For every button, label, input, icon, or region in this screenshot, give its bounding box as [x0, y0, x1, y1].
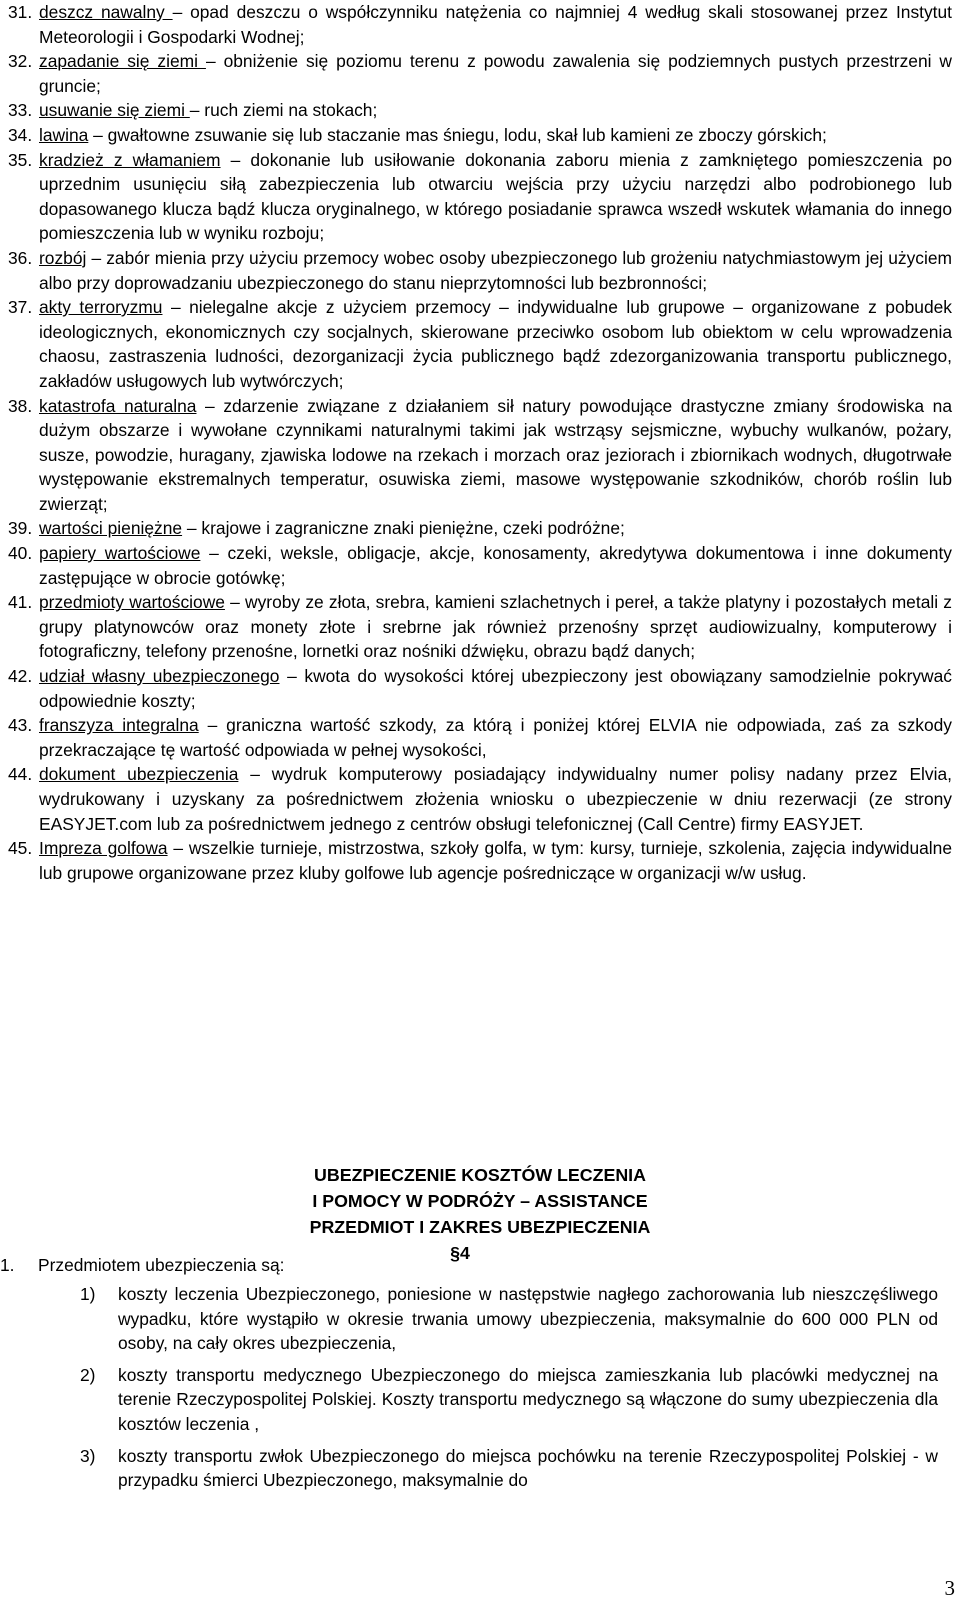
definition-number: 31. [8, 2, 33, 22]
definition-number: 35. [8, 149, 33, 170]
definition-item [8, 836, 952, 885]
definition-text: – obniżenie się poziomu terenu z powodu zawalenia się podziemnych pustych przestrzeni w gruncie; [39, 51, 952, 96]
definition-text: – ruch ziemi na stokach; [189, 100, 378, 121]
definition-term: lawina [39, 124, 89, 145]
definition-term: dokument ubezpieczenia [39, 764, 239, 785]
definition-text: – czeki, weksle, obligacje, akcje, konosamenty, akredytywa dokumentowa i inne dokumenty zastępujące w obrocie gotówkę; [39, 543, 952, 588]
definition-item [8, 123, 952, 148]
definition-item [8, 49, 952, 98]
definition-term: kradzież z włamaniem [39, 149, 221, 170]
coverage-item-text: koszty transportu medycznego Ubezpieczonego do miejsca zamieszkania lub placówki medycznej na terenie Rzeczypospolitej Polskiej. Koszty transportu medycznego są włączone do sumy ubezpieczenia dla kosztów leczenia , [118, 1364, 938, 1434]
definition-item [8, 664, 952, 713]
definition-item [8, 394, 952, 517]
definition-item [8, 98, 952, 123]
definition-term: akty terroryzmu [39, 297, 163, 318]
definition-term: deszcz nawalny [39, 2, 173, 22]
definition-term: zapadanie się ziemi [39, 51, 206, 72]
definition-number: 42. [8, 666, 33, 687]
definition-text: – opad deszczu o współczynniku natężenia co najmniej 4 według skali stosowanej przez Instytut Meteorologii i Gospodarki Wodnej; [39, 2, 953, 47]
definition-term: franszyza integralna [39, 715, 199, 736]
definition-text: – zdarzenie związane z działaniem sił natury powodujące drastyczne zmiany środowiska na dużym obszarze i wywołane czynnikami naturalnymi takimi jak wstrząsy sejsmiczne, wybuchy wulkanów, pożary, susze, powodzie, huragany, zjawiska lodowe na rzekach i morzach oraz jeziorach i zbiornikach wodnych, długotrwałe występowanie ekstremalnych temperatur, osuwiska ziemi, masowe występowanie szkodników, chorób roślin lub zwierząt; [39, 395, 952, 514]
definition-text: – kwota do wysokości której ubezpieczony jest obowiązany samodzielnie pokrywać odpowiednie koszty; [39, 666, 952, 711]
definition-number: 40. [8, 543, 33, 564]
coverage-list [0, 1282, 960, 1500]
definition-text: – wyroby ze złota, srebra, kamieni szlachetnych i pereł, a także platyny i pozostałych metali z grupy platynowców oraz monety złote i srebrne jak również przenośny sprzęt audiowizualny, komputerowy i fotograficzny, telefony przenośne, lornetki oraz nośniki dźwięku, obrazu bądź danych; [39, 592, 952, 662]
definition-text: – wszelkie turnieje, mistrzostwa, szkoły golfa, w tym: kursy, turnieje, szkolenia, zajęcia indywidualne lub grupowe organizowane przez kluby golfowe lub agencje pośredniczące w organizacji w/w usług. [39, 838, 952, 883]
coverage-item-number: 1) [80, 1284, 96, 1304]
definition-item [8, 246, 952, 295]
section-item-text: Przedmiotem ubezpieczenia są: [38, 1255, 285, 1275]
definition-number: 43. [8, 715, 33, 736]
definition-item [8, 762, 952, 836]
definition-item [8, 590, 952, 664]
definition-number: 32. [8, 51, 33, 72]
coverage-item-text: koszty leczenia Ubezpieczonego, poniesione w następstwie nagłego zachorowania lub nieszczęśliwego wypadku, które wystąpiło w okresie trwania umowy ubezpieczenia, maksymalnie do 600 000 PLN od osoby, na cały okres ubezpieczenia, [118, 1284, 938, 1354]
definition-term: Impreza golfowa [39, 838, 168, 859]
definition-text: – wydruk komputerowy posiadający indywidualny numer polisy nadany przez Elvia, wydrukowany i uzyskany za pośrednictwem złożenia wniosku o ubezpieczenie w dniu rezerwacji (ze strony EASYJET.com lub za pośrednictwem jednego z centrów obsługi telefonicznej (Call Centre) firmy EASYJET. [39, 764, 952, 834]
definition-text: – graniczna wartość szkody, za którą i poniżej której ELVIA nie odpowiada, zaś za szkody przekraczające tę wartość odpowiada w pełnej wysokości, [39, 715, 952, 760]
definition-item [8, 0, 952, 49]
definition-number: 45. [8, 838, 33, 859]
definition-item [8, 516, 952, 541]
definition-item [8, 148, 952, 246]
definition-number: 39. [8, 518, 33, 539]
definition-item [8, 295, 952, 393]
definition-number: 34. [8, 124, 33, 145]
section-item-number: 1. [0, 1255, 15, 1275]
definition-term: katastrofa naturalna [39, 395, 197, 416]
definition-number: 37. [8, 297, 33, 318]
definition-text: – krajowe i zagraniczne znaki pieniężne, czeki podróżne; [182, 518, 625, 539]
definition-number: 33. [8, 100, 33, 121]
coverage-item [0, 1363, 938, 1437]
section-heading-line-1: UBEZPIECZENIE KOSZTÓW LECZENIA [314, 1165, 646, 1185]
page-number: 3 [944, 1576, 955, 1600]
definition-term: usuwanie się ziemi [39, 100, 190, 121]
paragraph-marker: §4 [450, 1243, 470, 1263]
definition-term: rozbój [39, 247, 87, 268]
section-item-row [0, 1253, 960, 1278]
coverage-item-number: 3) [80, 1445, 96, 1466]
definition-term: papiery wartościowe [39, 543, 201, 564]
definition-number: 38. [8, 395, 33, 416]
coverage-item [0, 1444, 938, 1493]
definition-text: – gwałtowne zsuwanie się lub staczanie mas śniegu, lodu, skał lub kamieni ze zboczy górskich; [88, 124, 827, 145]
definition-item [8, 713, 952, 762]
coverage-item-text: koszty transportu zwłok Ubezpieczonego do miejsca pochówku na terenie Rzeczypospolitej Polskiej - w przypadku śmierci Ubezpieczonego, maksymalnie do [118, 1445, 938, 1491]
definition-text: – nielegalne akcje z użyciem przemocy – indywidualne lub grupowe – organizowane z pobudek ideologicznych, ekonomicznych czy socjalnych, skierowane przeciwko osobom lub obiektom w celu wprowadzenia chaosu, zastraszenia ludności, dezorganizacji życia publicznego bądź zdezorganizowania transportu publicznego, zakładów usługowych lub wytwórczych; [39, 297, 952, 391]
coverage-item-number: 2) [80, 1364, 96, 1385]
definition-number: 36. [8, 247, 33, 268]
definition-term: udział własny ubezpieczonego [39, 666, 280, 687]
definition-text: – dokonanie lub usiłowanie dokonania zaboru mienia z zamkniętego pomieszczenia po uprzednim usunięciu siłą zabezpieczenia lub otwarciu wejścia przy użyciu narzędzi albo podrobionego lub dopasowanego klucza bądź klucza oryginalnego, w którego posiadanie sprawca wszedł wskutek włamania do innego pomieszczenia lub w wyniku rozboju; [39, 149, 953, 244]
section-item [0, 1253, 960, 1278]
definition-item [8, 541, 952, 590]
definition-text: – zabór mienia przy użyciu przemocy wobec osoby ubezpieczonego lub grożeniu natychmiastowym jej użyciem albo przy doprowadzaniu ubezpieczonego do stanu nieprzytomności lub bezbronności; [39, 247, 952, 293]
definition-term: przedmioty wartościowe [39, 592, 225, 613]
coverage-item [0, 1282, 938, 1356]
section-heading-line-2: I POMOCY W PODRÓŻY – ASSISTANCE [312, 1191, 648, 1211]
definition-number: 44. [8, 764, 33, 785]
definition-number: 41. [8, 592, 33, 613]
section-heading-line-3: PRZEDMIOT I ZAKRES UBEZPIECZENIA [309, 1217, 651, 1237]
definitions-list [8, 0, 960, 885]
definition-term: wartości pieniężne [39, 518, 183, 539]
